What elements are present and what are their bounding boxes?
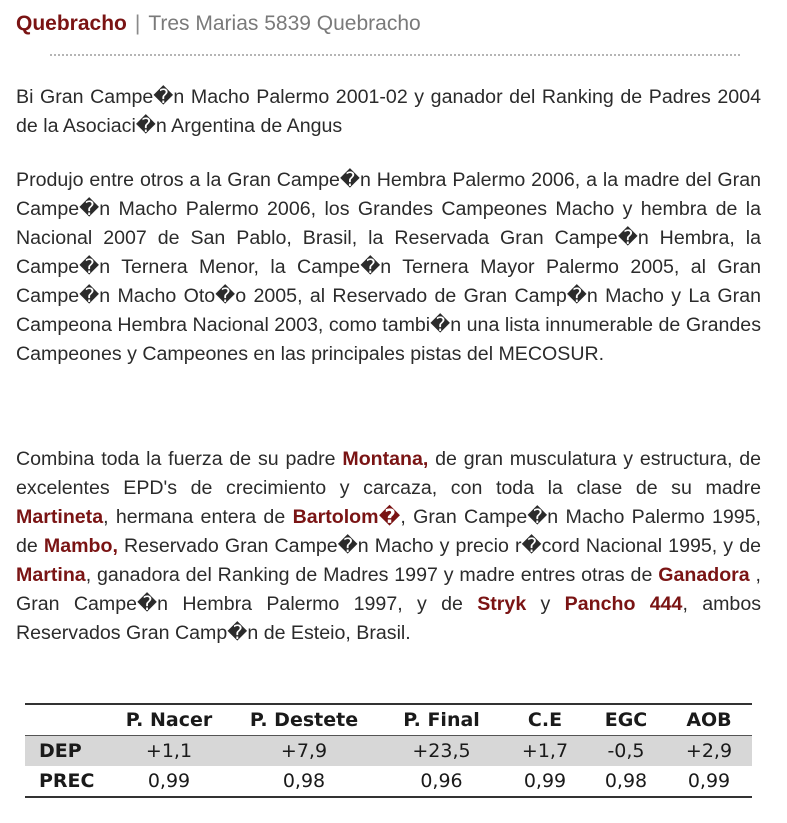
- table-cell: +2,9: [666, 736, 752, 767]
- sibling-name: Pancho 444: [564, 593, 683, 615]
- table-row: [25, 736, 752, 767]
- sibling-name: Stryk: [477, 593, 527, 615]
- table-cell: +23,5: [379, 736, 504, 767]
- column-header: EGC: [586, 704, 666, 736]
- table-cell: 0,96: [420, 770, 463, 792]
- column-header: AOB: [666, 704, 752, 736]
- paragraph-titles: Bi Gran Campe�n Macho Palermo 2001-02 y ganador del Ranking de Padres 2004 de la Asociaci�n Argentina de Angus: [16, 86, 761, 137]
- bull-name: Quebracho: [16, 12, 127, 35]
- table-cell: -0,5: [586, 736, 666, 767]
- paragraph-progeny: Produjo entre otros a la Gran Campe�n Hembra Palermo 2006, a la madre del Gran Campe�n Macho Palermo 2006, los Grandes Campeones Macho y hembra de la Nacional 2007 de San Pablo, Brasil, la Reservada Gran Campe�n Hembra, la Campe�n Ternera Menor, la Campe�n Ternera Mayor Palermo 2005, al Gran Campe�n Macho Oto�o 2005, al Reservado de Gran Camp�n Macho y La Gran Campeona Hembra Nacional 2003, como tambi�n una lista innumerable de Grandes Campeones y Campeones en las principales pistas del MECOSUR.: [16, 169, 761, 365]
- sire-name: Montana,: [342, 448, 429, 470]
- pedigree-text: Combina toda la fuerza de su padre: [16, 448, 343, 470]
- table-cell: 0,99: [523, 770, 567, 792]
- table-cell: +1,1: [109, 736, 229, 767]
- page-header: [16, 10, 421, 38]
- sibling-name: Ganadora: [658, 564, 750, 586]
- pedigree-text: de gran musculatura y estructura, de excelentes EPD's de crecimiento y carcaza, con toda la clase de su madre: [16, 448, 761, 499]
- pedigree-text: , Gran Campe�n Hembra Palermo 1997, y de: [16, 564, 761, 615]
- pedigree-text: , hermana entera de: [103, 506, 293, 528]
- column-header: P. Nacer: [109, 704, 229, 736]
- epd-table: [25, 703, 752, 798]
- relative-name: Bartolom�: [292, 506, 401, 528]
- paragraph-pedigree: [16, 445, 761, 648]
- pedigree-text: , ambos Reservados Gran Camp�n de Esteio, Brasil.: [16, 593, 762, 644]
- epd-table-wrap: [25, 703, 752, 798]
- header-separator: |: [134, 12, 141, 35]
- row-label: DEP: [25, 736, 109, 767]
- pedigree-text: Reservado Gran Campe�n Macho y precio r�cord Nacional 1995, y de: [117, 535, 761, 557]
- grandsire-name: Mambo,: [43, 535, 118, 557]
- granddam-name: Martina: [16, 564, 86, 586]
- table-row: [25, 766, 752, 797]
- pedigree-text: , ganadora del Ranking de Madres 1997 y madre entres otras de: [85, 564, 659, 586]
- column-header: P. Destete: [229, 704, 379, 736]
- table-cell: +7,9: [229, 736, 379, 767]
- table-header-row: [25, 704, 752, 736]
- table-cell: 0,99: [687, 770, 731, 792]
- table-cell: 0,99: [147, 770, 191, 792]
- column-header: [25, 704, 109, 736]
- dotted-divider: [50, 54, 740, 56]
- bull-registration: Tres Marias 5839 Quebracho: [148, 12, 421, 35]
- column-header: C.E: [504, 704, 586, 736]
- dam-name: Martineta: [16, 506, 104, 528]
- row-label: PREC: [39, 770, 95, 792]
- table-cell: +1,7: [504, 736, 586, 767]
- column-header: P. Final: [379, 704, 504, 736]
- pedigree-text: y: [526, 593, 565, 615]
- pedigree-text: , Gran Campe�n Macho Palermo 1995, de: [16, 506, 761, 557]
- table-cell: 0,98: [282, 770, 326, 792]
- table-cell: 0,98: [604, 770, 648, 792]
